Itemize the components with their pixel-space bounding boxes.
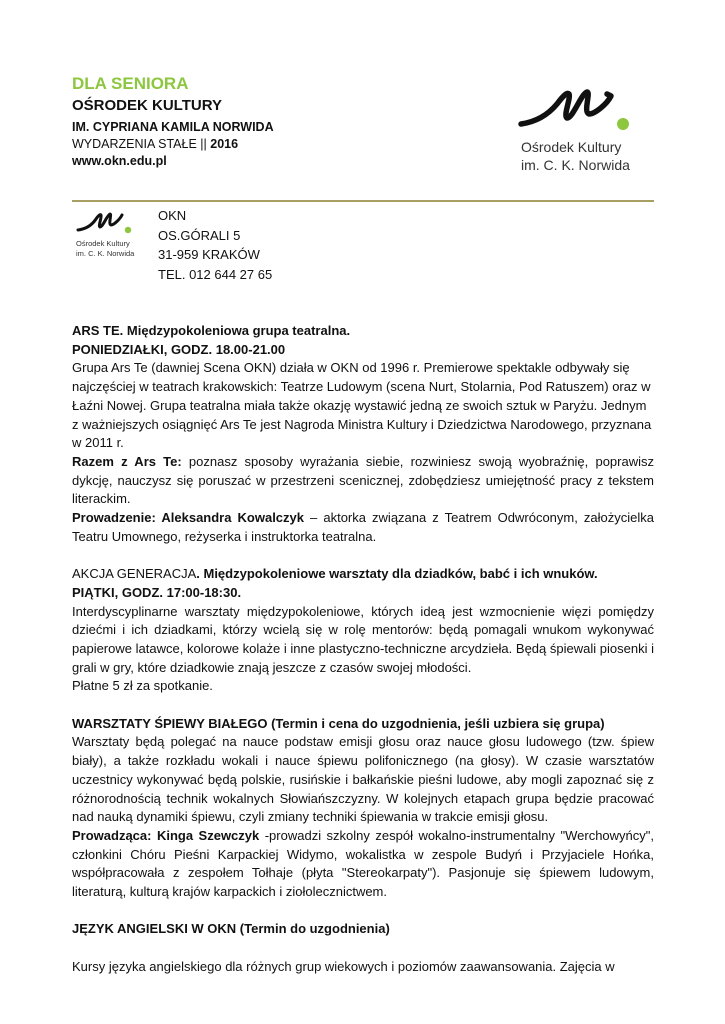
angielski-description: Kursy języka angielskiego dla różnych grup wiekowych i poziomów zaawansowania. Zajęcia w (72, 958, 615, 974)
ars-lead-text: – aktorka związana z Teatrem Odwróconym, założycielka Teatru Umownego, reżyserka i instruktorka teatralna. (72, 510, 654, 544)
spiew-title: WARSZTATY ŚPIEWY BIAŁEGO (Termin i cena do uzgodnienia, jeśli uzbiera się grupa) (72, 715, 605, 731)
akcja-title-name: AKCJA GENERACJA (72, 566, 197, 582)
akcja-description: Interdyscyplinarne warsztaty międzypokoleniowe, których ideą jest wzmocnienie więzi pomiędzy dziećmi i ich dziadkami, którzy wcielą się w rolę mentorów: będą pomagali wnukom wykonywać papierowe latawce, kolorowe kolaże i inne plastyczno-techniczne arcydzieła. Będą śpiewali piosenki i grali w gry, które dziadkowie znają jeszcze z czasów swojej młodości. (72, 603, 654, 675)
address-block (158, 206, 272, 284)
events-prefix: WYDARZENIA STAŁE || (72, 137, 207, 151)
logo-small-line1: Ośrodek Kultury (76, 239, 130, 248)
angielski-title: JĘZYK ANGIELSKI W OKN (Termin do uzgodnienia) (72, 921, 390, 937)
address-phone: TEL. 012 644 27 65 (158, 266, 273, 282)
akcja-title-rest: . Międzypokoleniowe warsztaty dla dziadków, babć i ich wnuków. (196, 566, 598, 582)
logo-dot-icon (617, 118, 629, 130)
address-name: OKN (158, 208, 187, 223)
akcja-price: Płatne 5 zł za spotkanie. (72, 678, 213, 694)
ars-lead (72, 509, 654, 546)
website-link[interactable]: www.okn.edu.pl (72, 154, 167, 168)
ars-razem-text: poznasz sposoby wyrażania siebie, rozwiniesz swoją wyobraźnię, poprawisz dykcję, nauczysz się poruszać w przestrzeni scenicznej, zdobędziesz umiejętność pracy z tekstem literackim. (72, 453, 654, 507)
akcja-schedule: PIĄTKI, GODZ. 17:00-18:30. (72, 584, 242, 600)
logo-small-line2: im. C. K. Norwida (76, 249, 135, 258)
ars-razem-label: Razem z Ars Te: (72, 453, 182, 469)
akcja-title (72, 565, 654, 584)
ars-description: Grupa Ars Te (dawniej Scena OKN) działa w OKN od 1996 r. Premierowe spektakle odbywały się najczęściej w teatrach krakowskich: Teatrze Ludowym (scena Nurt, Stolarnia, Pod Ratuszem) oraz w Łaźni Nowej. Grupa teatralna miała także okazję wystawić jedną ze swoich sztuk w Paryżu. Jednym z ważniejszych osiągnięć Ars Te jest Nagroda Ministra Kultury i Dziedzictwa Narodowego, przyznana w 2011 r. (72, 360, 652, 451)
category-heading: DLA SENIORA (72, 74, 189, 93)
logo-small-signature-icon (78, 214, 122, 230)
address-city: 31-959 KRAKÓW (158, 247, 260, 262)
events-line (72, 137, 238, 151)
ars-lead-label: Prowadzenie: Aleksandra Kowalczyk (72, 510, 304, 526)
logo-line1: Ośrodek Kultury (521, 139, 622, 155)
events-content (72, 322, 654, 977)
org-patron: IM. CYPRIANA KAMILA NORWIDA (72, 120, 274, 134)
ars-title: ARS TE. Międzypokoleniowa grupa teatralna. (72, 323, 351, 338)
okn-logo-small (74, 208, 142, 264)
events-year: 2016 (210, 137, 239, 151)
ars-schedule: PONIEDZIAŁKI, GODZ. 18.00-21.00 (72, 341, 286, 357)
logo-small-dot-icon (125, 227, 131, 233)
spiew-lead (72, 827, 654, 902)
ars-razem (72, 453, 654, 509)
spiew-lead-label: Prowadząca: Kinga Szewczyk (72, 827, 260, 843)
logo-signature-icon (521, 92, 611, 124)
spiew-description: Warsztaty będą polegać na nauce podstaw emisji głosu oraz nauce głosu ludowego (tzw. śpiew biały), a także rozkładu wokali i nauce śpiewu polifonicznego (na głosy). W czasie warsztatów uczestnicy wykonywać będą polskie, rusińskie i bałkańskie pieśni ludowe, aby mogli zapoznać się z różnorodnością technik wokalnych Słowiańszczyzny. W kolejnych etapach grupa będzie pracować nad nauką dynamiki śpiewu, czyli zmiany techniki śpiewania w trakcie emisji głosu. (72, 734, 654, 825)
header-divider (72, 200, 654, 202)
logo-line2: im. C. K. Norwida (521, 157, 630, 173)
address-street: OS.GÓRALI 5 (158, 227, 241, 243)
okn-logo (517, 82, 652, 177)
spiew-lead-text: -prowadzi szkolny zespół wokalno-instrumentalny "Werchowyńcy", członkini Chóru Pieśni Karpackiej Widymo, wokalistka w zespole Budyń i Przyjaciele Hońka, współpracowała z zespołem Tołhaje (płyta "Stereokarpaty"). Pasjonuje się śpiewem ludowym, literaturą, kulturą krajów karpackich i ziołolecznictwem. (72, 827, 654, 900)
org-name: OŚRODEK KULTURY (72, 97, 222, 114)
